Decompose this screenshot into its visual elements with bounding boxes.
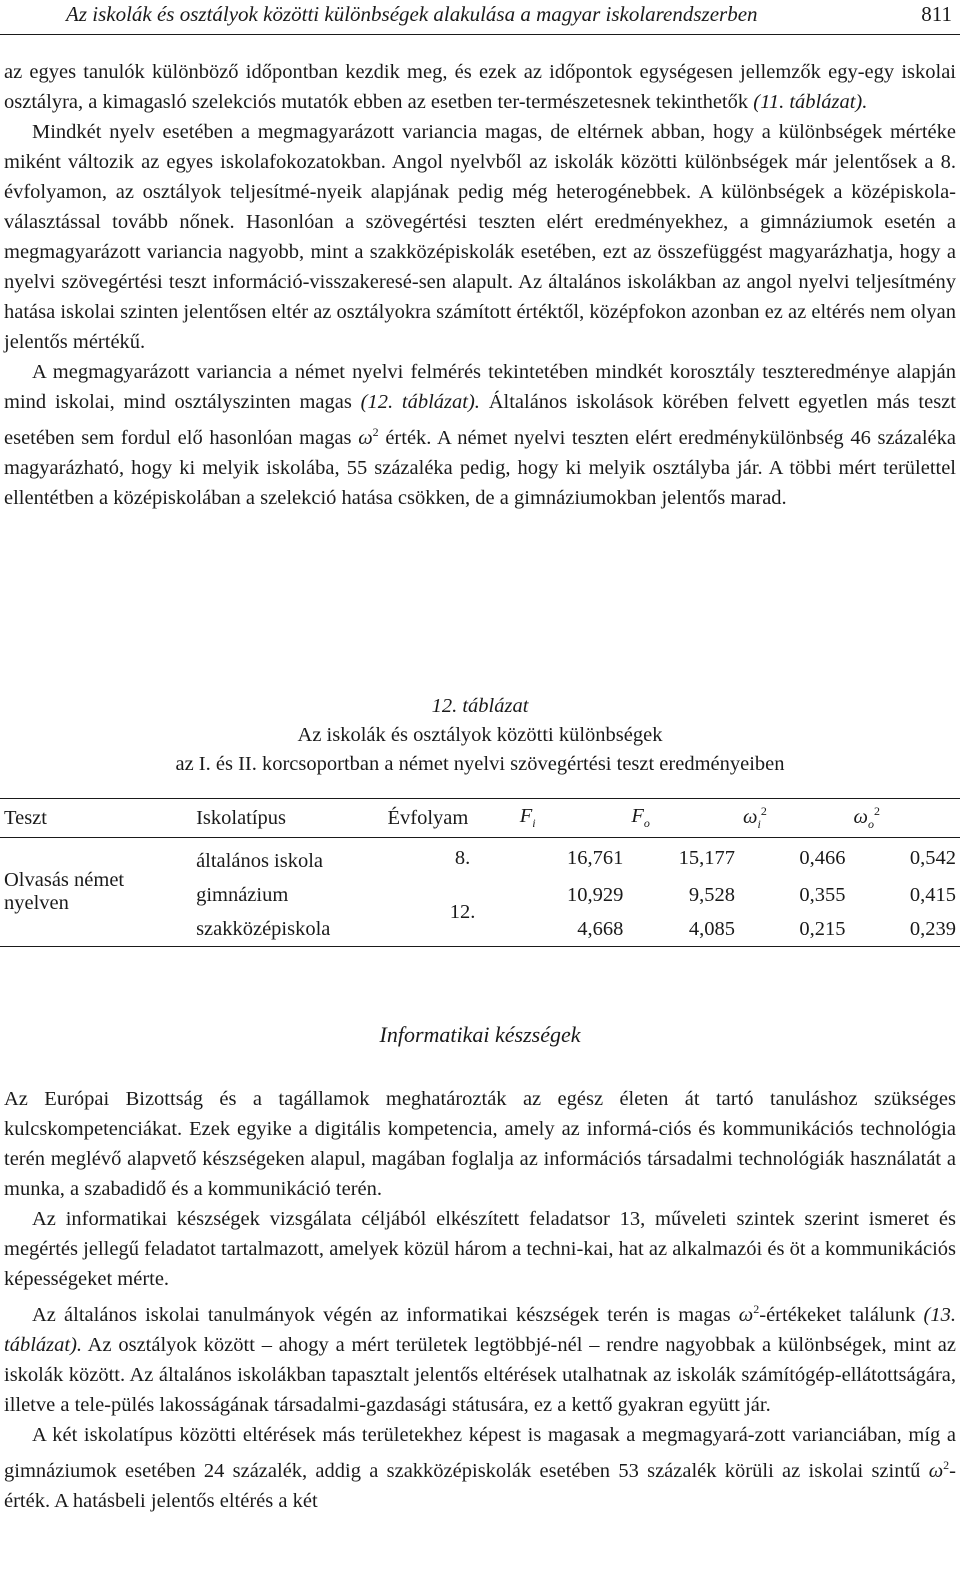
paragraph-text: érték. A német nyelvi teszten elért eredménykülönbség 46 százaléka magyarázható, hogy ki melyik iskolába, 55 százaléka pedig, hogy ki melyik osztályba jár. A többi mért területtel ellentétben a középiskolában a szelekció hatása csökken, de a gimnáziumokban jelentős marad.	[4, 426, 957, 509]
superscript: 2	[760, 804, 767, 819]
header-rule	[0, 34, 960, 35]
paragraph-text: A két iskolatípus közötti eltérések más területekhez képest is magasak a megmagyará-zott varianciában, míg a gimnáziumok esetében 24 százalék, addig a szakközépiskolák esetében 53 százalék körüli az iskolai szintű	[4, 1423, 956, 1482]
subscript: o	[643, 816, 650, 831]
wi-cell: 0,355	[799, 883, 846, 906]
paragraph-text: Az általános iskolai tanulmányok végén az informatikai készségek terén is magas	[32, 1303, 739, 1326]
school-type-cell: általános iskola	[196, 849, 324, 872]
omega-symbol: ω	[928, 1459, 944, 1482]
fi-cell: 16,761	[566, 846, 624, 869]
col-header-grade-label: Évfolyam	[387, 806, 469, 829]
f-symbol: F	[519, 804, 533, 827]
table-row	[0, 838, 960, 879]
table-header-row	[0, 799, 960, 838]
section-title: Informatikai készségek	[379, 1022, 581, 1047]
fo-cell: 15,177	[678, 846, 736, 869]
table-reference: (13. táblázat).	[4, 1303, 956, 1356]
paragraph-text: Hasonlóan a szövegértési teszten elért eredményekhez, a gimnáziumok esetén a megmagyarázott variancia nagyobb, mint a szakközépiskolák esetében, ezt az összefüggést magyarázhatja, hogy a nyelvi szövegértési teszt információ-visszakeresé-sen alapult. Az általános iskolákban az angol nyelvi teljesítmény hatása iskolai szinten jelentősen eltér az osztályokra számított értéktől, középfokon azonban ez az eltérés nem olyan jelentős mértékű.	[4, 211, 956, 353]
col-header-wo	[849, 799, 960, 838]
paragraph-results	[4, 1294, 956, 1420]
paragraph-text: Mindkét nyelv esetében a megmagyarázott variancia magas, de eltérnek abban, hogy a különbségek mértéke miként változik az egyes iskolafokozatokban. Angol nyelvből az iskolák közötti különbségek már jelentősek a 8. évfolyamon, az osztályok teljesítmé-nyeik alapjának pedig még heterogénebbek. A különbségek a középiskola-választással tovább nőnek.	[4, 121, 956, 233]
table-reference: (11. táblázat).	[753, 91, 868, 113]
paragraph-text: az egyes tanulók különböző időpontban kezdik meg, és ezek az időpontok egységesen jellemzők egy-egy iskolai osztályra, a kimagasló szelekciós mutatók ebben az esetben ter-természetesnek tekinthetők	[4, 61, 956, 113]
col-header-wi	[739, 799, 849, 838]
col-header-school-type: Iskolatípus	[192, 799, 383, 838]
body-text-top	[4, 57, 956, 513]
col-header-grade	[383, 799, 515, 838]
paragraph-continued	[4, 57, 956, 117]
subscript: i	[757, 816, 761, 831]
paragraph-language	[4, 117, 956, 357]
paragraph-text: A megmagyarázott variancia a német nyelvi felmérés tekintetében mindkét korosztály teszteredménye alapján mind iskolai, mind osztályszinten magas	[4, 361, 956, 413]
paragraph-text: -értékeket találunk	[759, 1303, 924, 1326]
subscript: i	[532, 816, 536, 831]
superscript: 2	[372, 425, 379, 439]
fo-cell: 9,528	[688, 883, 736, 906]
grade-cell: 12.	[383, 878, 515, 947]
omega-symbol: ω	[853, 805, 868, 828]
paragraph-text: Az osztályok között – ahogy a mért területek legtöbbjé-nél – rendre nagyobbak a különbségek, mint az iskolák között. Az általános iskolákban tapasztalt jelentős eltérések utalhatnak az iskolák számítógép-ellátottságára, illetve a tele-pülés lakosságának társadalmi-gazdasági státusára, ez a kettő gyakran együtt jár.	[4, 1333, 956, 1416]
fi-cell: 10,929	[566, 883, 624, 906]
table-reference: (12. táblázat).	[360, 391, 480, 413]
body-text-bottom	[4, 1084, 956, 1516]
wo-cell: 0,239	[849, 912, 960, 947]
running-title: Az iskolák és osztályok közötti különbségek alakulása a magyar iskolarendszerben	[66, 2, 758, 26]
paragraph-text: Általános iskolások körében felvett egyetlen más teszt esetében sem fordul elő hasonlóan magas	[4, 391, 956, 449]
page-number: 811	[921, 2, 952, 26]
grade-cell: 8.	[454, 846, 471, 869]
wo-cell: 0,415	[909, 883, 956, 906]
table-caption	[0, 692, 960, 779]
table-title-line-1: Az iskolák és osztályok közötti különbségek	[297, 724, 663, 746]
superscript: 2	[873, 804, 880, 819]
paragraph-tasks: Az informatikai készségek vizsgálata céljából elkészített feladatsor 13, műveleti szintek szerint ismeret és megértés jellegű feladatot tartalmazott, amelyek közül három a techni-kai, hat az alkalmazói és öt a kommunikációs képességeket mérte.	[4, 1208, 956, 1290]
wi-cell: 0,215	[739, 912, 849, 947]
table-title-line-2: az I. és II. korcsoportban a német nyelvi szövegértési teszt eredményeiben	[175, 753, 785, 775]
results-table	[0, 798, 960, 947]
school-type-cell: szakközépiskola	[192, 912, 383, 947]
col-header-fi	[516, 799, 628, 838]
table-number: 12. táblázat	[431, 695, 529, 717]
superscript: 2	[753, 1302, 760, 1316]
school-type-cell: gimnázium	[196, 883, 289, 906]
paragraph-text: -érték. A hatásbeli jelentős eltérés a két	[4, 1459, 956, 1512]
col-header-test: Teszt	[0, 799, 192, 838]
paragraph-school-types	[4, 1420, 956, 1516]
omega-symbol: ω	[738, 1303, 754, 1326]
subscript: o	[867, 816, 874, 831]
superscript: 2	[943, 1457, 950, 1472]
paragraph-intro: Az Európai Bizottság és a tagállamok meghatározták az egész életen át tartó tanuláshoz szükséges kulcskompetenciákat. Ezek egyike a digitális kompetencia, amely az informá-ciós és kommunikációs technológia terén meglévő alapvető készségeken alapul, magában foglalja az információs társadalmi technológiák használatát a munka, a szabadidő és a kommunikáció terén.	[4, 1088, 956, 1200]
paragraph-german	[4, 357, 956, 513]
omega-symbol: ω	[358, 426, 373, 449]
page-header	[0, 0, 960, 36]
omega-symbol: ω	[743, 805, 758, 828]
wi-cell: 0,466	[799, 846, 846, 869]
fo-cell: 4,085	[627, 912, 739, 947]
test-name-cell: Olvasás német nyelven	[0, 838, 192, 947]
f-symbol: F	[631, 804, 644, 827]
col-header-fo	[627, 799, 739, 838]
fi-cell: 4,668	[516, 912, 628, 947]
wo-cell: 0,542	[909, 846, 956, 869]
